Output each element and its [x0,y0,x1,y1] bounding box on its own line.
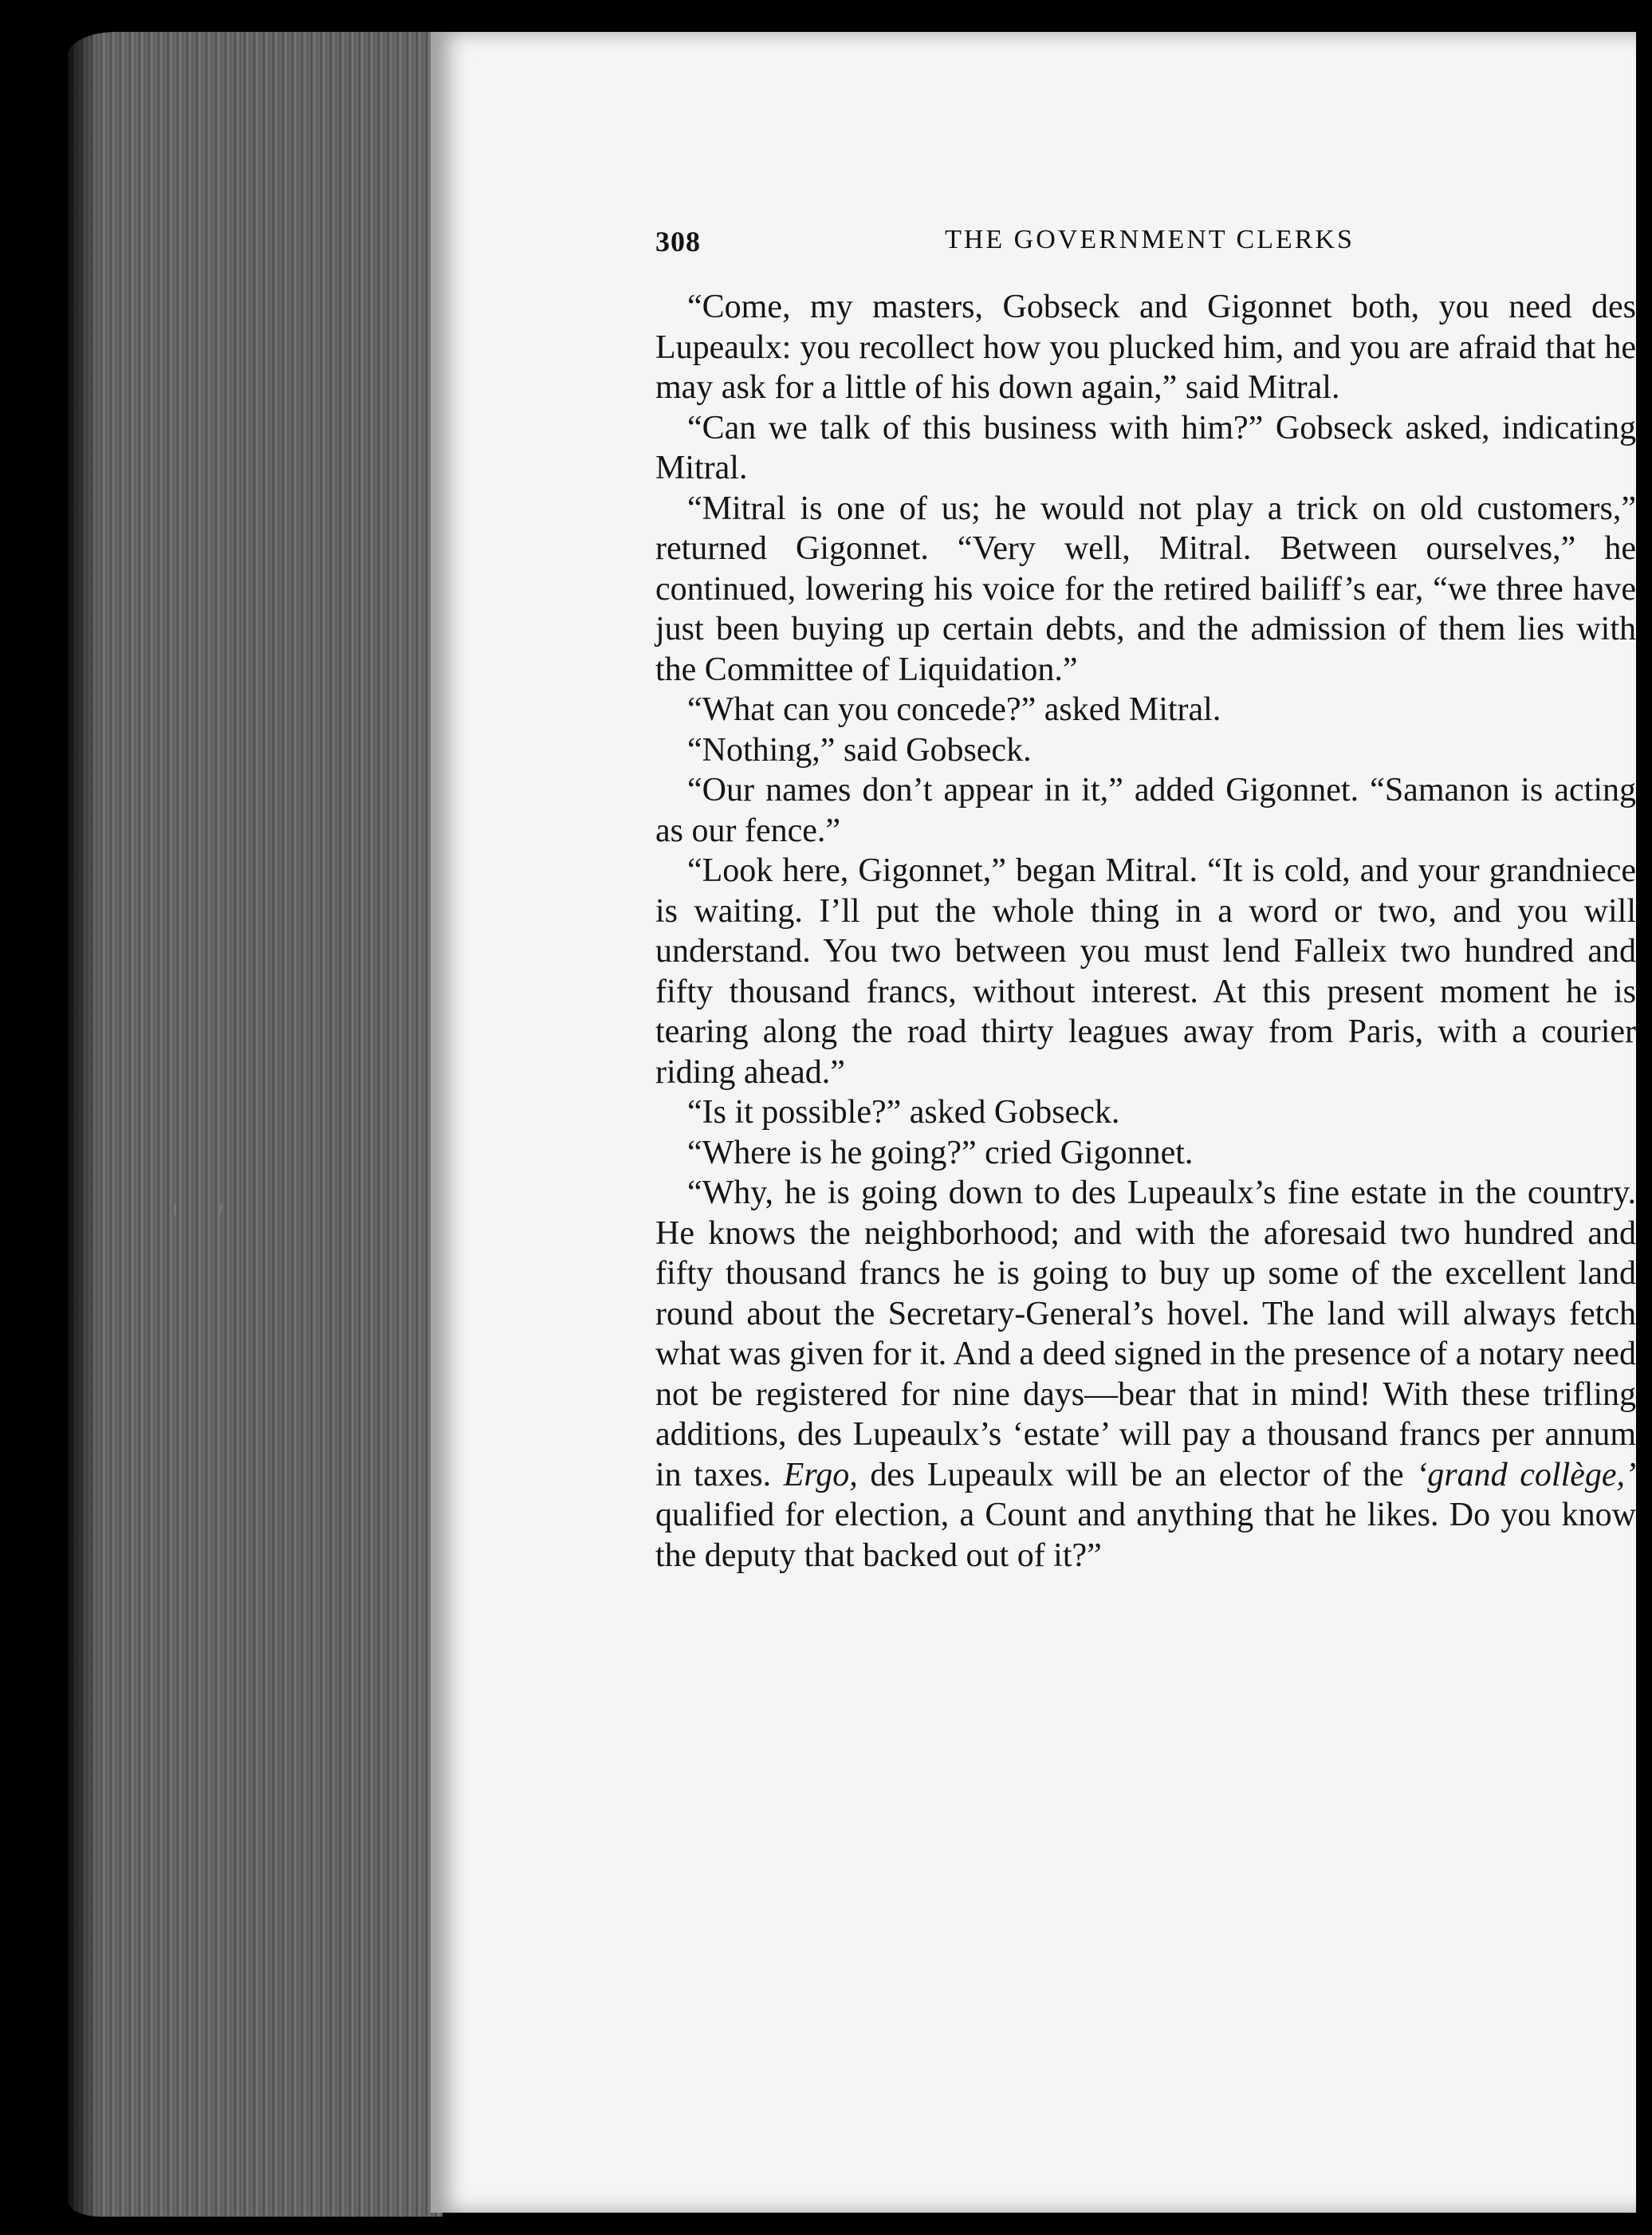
text-run: “Why, he is going down to des Lupeaulx’s fine estate in the country. He knows the neighborhood; and with the aforesaid two hundred and fifty thousand francs he is going to buy up some of the excellent land round about the Secretary-General’s hovel. The land will always fetch what was given for it. And a deed signed in the presence of a notary need not be registered for nine days—bear that in mind! With these trifling additions, des Lupeaulx’s ‘estate’ will pay a thousand francs per annum in taxes. [655,1175,1636,1493]
italic-text: ‘grand collège,’ [1416,1456,1637,1493]
paragraph: “What can you concede?” asked Mitral. [687,691,1221,728]
paragraph: “Come, my masters, Gobseck and Gigonnet both, you need des Lupeaulx: you recollect how you plucked him, and you are afraid that he may ask for a little of his down again,” said Mitral. [655,289,1636,406]
paragraph: “Nothing,” said Gobseck. [687,731,1032,769]
paragraph: “Our names don’t appear in it,” added Gigonnet. “Samanon is acting as our fence.” [655,772,1636,849]
text-run: qualified for election, a Count and anything that he likes. Do you know the deputy that backed out of it?” [655,1497,1636,1574]
running-head [655,225,1628,273]
paragraph: “Can we talk of this business with him?” Gobseck asked, indicating Mitral. [655,409,1636,486]
running-title: THE GOVERNMENT CLERKS [945,225,1355,254]
paragraph: “Is it possible?” asked Gobseck. [687,1094,1120,1131]
paragraph: “Look here, Gigonnet,” began Mitral. “It is cold, and your grandniece is waiting. I’ll put the whole thing in a word or two, and you will understand. You two between you must lend Falleix two hundred and fifty thousand francs, without interest. At this present moment he is tearing along the road thirty leagues away from Paris, with a courier riding ahead.” [655,852,1636,1091]
edge-mark [174,1204,176,1215]
paragraph: “Where is he going?” cried Gigonnet. [687,1134,1194,1171]
body-text [655,287,1636,1576]
book-page-edges [68,32,442,2217]
text-run: des Lupeaulx will be an elector of the [870,1456,1404,1493]
italic-text: Ergo, [783,1456,858,1493]
paragraph [655,1173,1636,1576]
paragraph: “Mitral is one of us; he would not play a trick on old customers,” returned Gigonnet. “Very well, Mitral. Between ourselves,” he continued, lowering his voice for the retired bailiff’s ear, “we three have just been buying up certain debts, and the admission of them lies with the Committee of Liquidation.” [655,490,1636,688]
page-number: 308 [655,226,701,258]
